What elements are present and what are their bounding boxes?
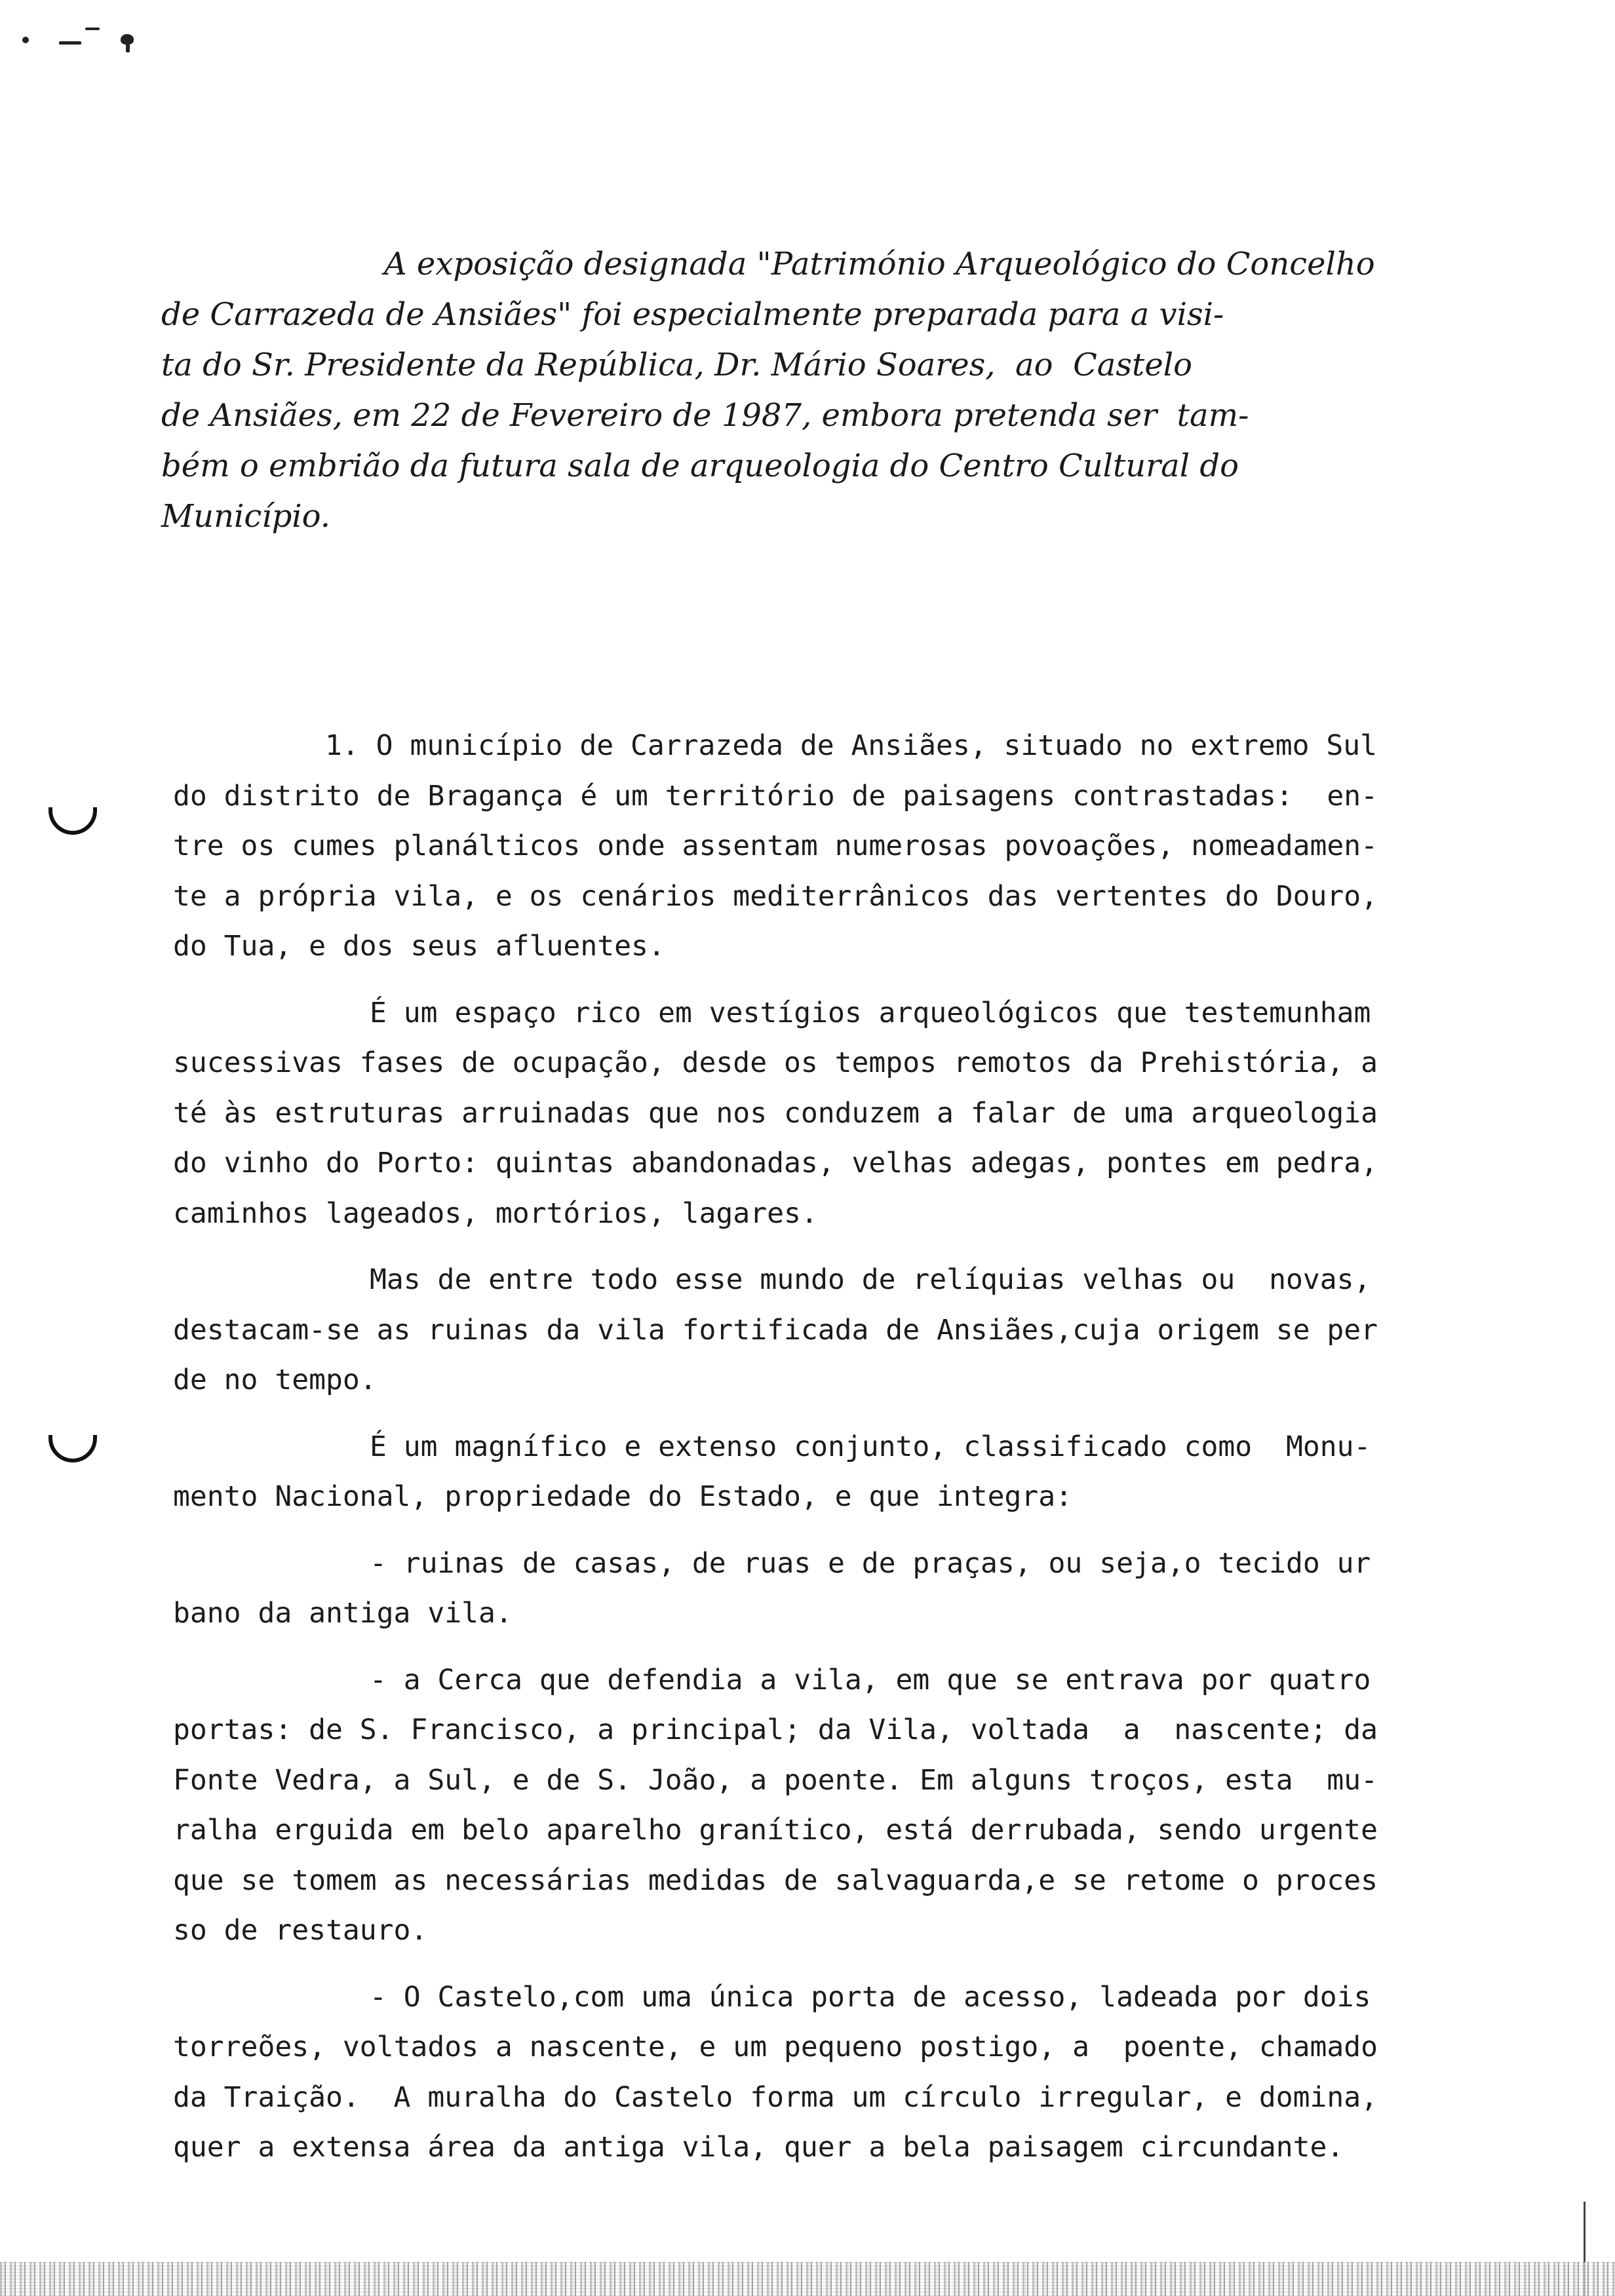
intro-line: de Ansiães, em 22 de Fevereiro de 1987, embora pretenda ser tam- [161,397,1249,434]
scan-corner-marks [22,25,147,64]
text-line: da Traição. A muralha do Castelo forma um círculo irregular, e domina, [173,2080,1378,2114]
text-line: Mas de entre todo esse mundo de relíquias velhas ou novas, [370,1263,1371,1296]
text-line: do distrito de Bragança é um território de paisagens contrastadas: en- [173,779,1378,813]
text-line: do Tua, e dos seus afluentes. [173,930,665,963]
intro-line: ta do Sr. Presidente da República, Dr. Mário Soares, ao Castelo [161,347,1192,383]
intro-line: de Carrazeda de Ansiães" foi especialmente preparada para a visi- [161,296,1224,333]
document-body [173,721,1378,2189]
text-line: Fonte Vedra, a Sul, e de S. João, a poente. Em alguns troços, esta mu- [173,1763,1378,1797]
text-line: portas: de S. Francisco, a principal; da Vila, voltada a nascente; da [173,1713,1378,1746]
text-line: ralha erguida em belo aparelho granítico, está derrubada, sendo urgente [173,1814,1378,1846]
text-line: É um magnífico e extenso conjunto, classificado como Monu- [370,1430,1371,1463]
text-line: que se tomem as necessárias medidas de salvaguarda,e se retome o proces [173,1864,1378,1897]
paragraph [173,1422,1371,1522]
text-line: do vinho do Porto: quintas abandonadas, velhas adegas, pontes em pedra, [173,1147,1378,1179]
intro-paragraph [161,239,1375,542]
intro-line: bém o embrião da futura sala de arqueologia do Centro Cultural do [161,448,1239,484]
text-line: torreões, voltados a nascente, e um pequeno postigo, a poente, chamado [173,2031,1378,2063]
text-line: mento Nacional, propriedade do Estado, e que integra: [173,1480,1073,1513]
text-line: - ruinas de casas, de ruas e de praças, ou seja,o tecido ur [370,1546,1371,1580]
text-line: - O Castelo,com uma única porta de acesso, ladeada por dois [370,1980,1371,2014]
paragraph [173,988,1378,1239]
text-line: destacam-se as ruinas da vila fortificada de Ansiães,cuja origem se per [173,1313,1378,1347]
intro-line: Município. [161,498,330,535]
text-line: sucessivas fases de ocupação, desde os tempos remotos da Prehistória, a [173,1046,1378,1079]
text-line: tre os cumes planálticos onde assentam numerosas povoações, nomeadamen- [173,830,1378,862]
list-item-paragraph [173,1539,1371,1639]
intro-line: A exposição designada "Património Arqueológico do Concelho [384,246,1375,282]
text-line: so de restauro. [173,1914,428,1947]
punch-hole-mark [49,807,97,835]
punch-hole-mark [49,1435,97,1463]
list-item-paragraph [173,1972,1378,2173]
text-line: 1. O município de Carrazeda de Ansiães, situado no extremo Sul [325,729,1378,762]
text-line: quer a extensa área da antiga vila, quer a bela paisagem circundante. [173,2131,1344,2164]
text-line: té às estruturas arruinadas que nos conduzem a falar de uma arqueologia [173,1096,1378,1130]
scan-noise-strip [0,2262,1615,2296]
paragraph [173,721,1378,972]
text-line: - a Cerca que defendia a vila, em que se entrava por quatro [370,1663,1371,1696]
text-line: de no tempo. [173,1364,377,1396]
text-line: É um espaço rico em vestígios arqueológicos que testemunham [370,996,1371,1029]
text-line: bano da antiga vila. [173,1597,513,1630]
paragraph [173,1255,1378,1406]
text-line: caminhos lageados, mortórios, lagares. [173,1196,818,1230]
text-line: te a própria vila, e os cenários mediterrânicos das vertentes do Douro, [173,879,1378,913]
list-item-paragraph [173,1655,1378,1956]
